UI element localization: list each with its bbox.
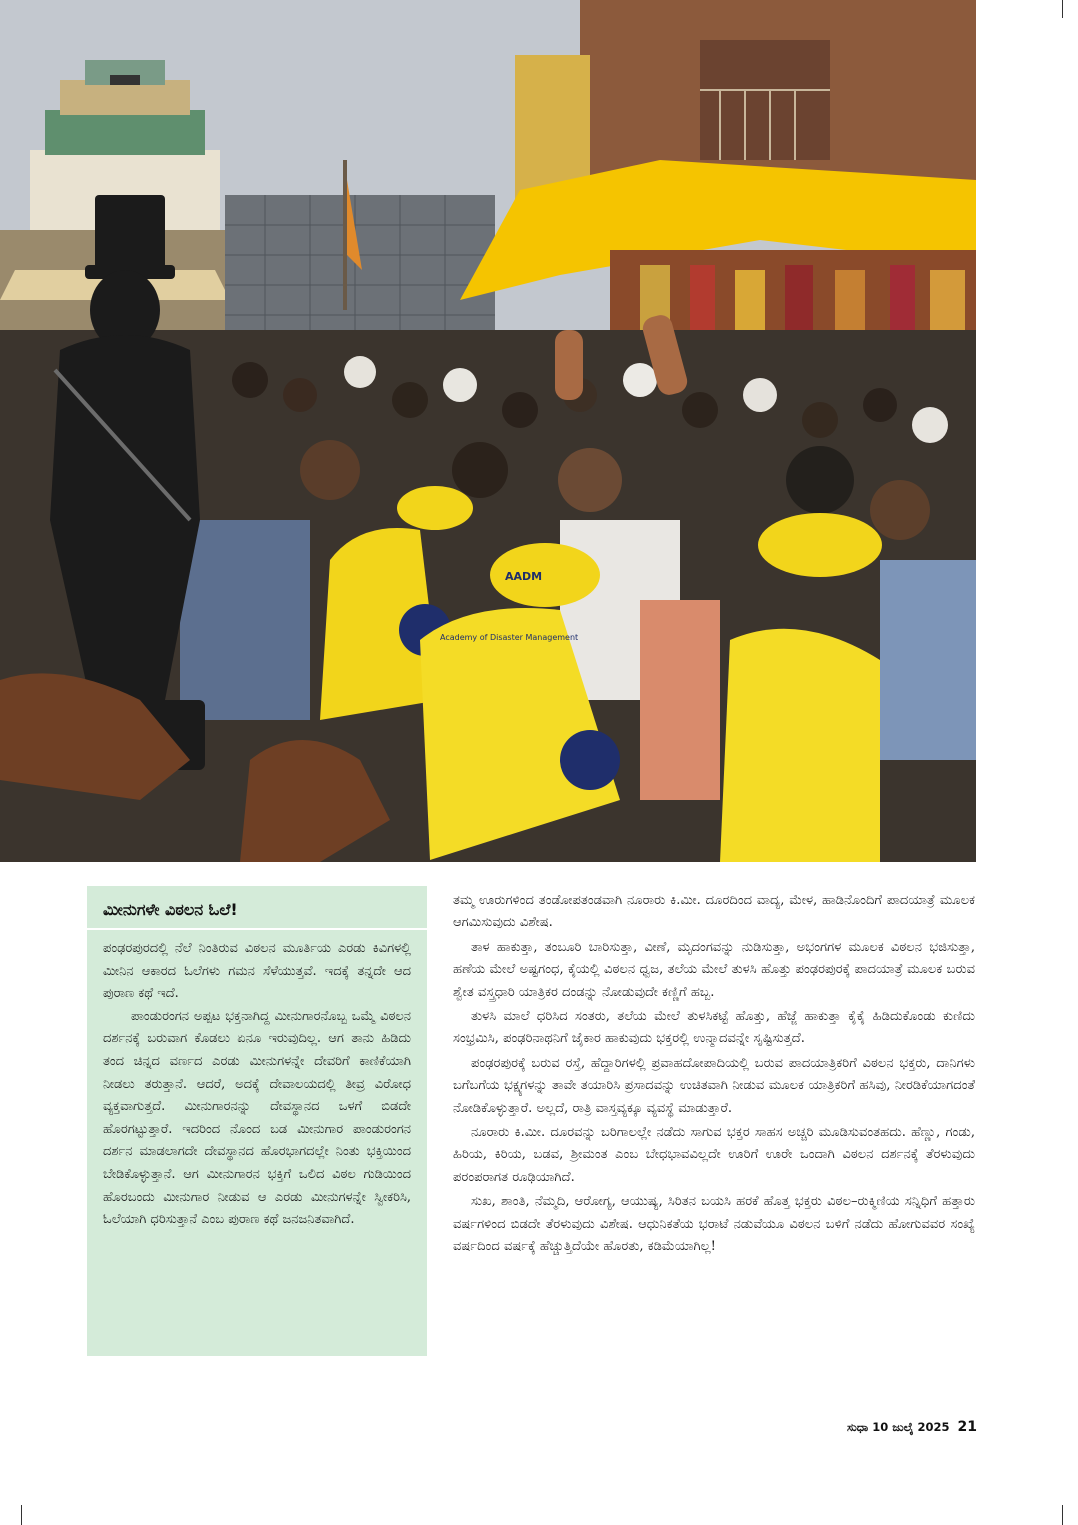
article-paragraph: ತಾಳ ಹಾಕುತ್ತಾ, ತಂಬೂರಿ ಬಾರಿಸುತ್ತಾ, ವೀಣೆ, ಮೃದಂಗವನ್ನು ನುಡಿಸುತ್ತಾ, ಅಭಂಗಗಳ ಮೂಲಕ ವಿಠಲನ ಭಜಿಸುತ್ತಾ, ಹಣೆಯ ಮೇಲೆ ಅಷ್ಟಗಂಧ, ಕೈಯಲ್ಲಿ ವಿಠಲನ ಧ್ವಜ, ತಲೆಯ ಮೇಲೆ ತುಳಸಿ ಹೊತ್ತು ಪಂಢರಪುರಕ್ಕೆ ಪಾದಯಾತ್ರೆ ಮೂಲಕ ಬರುವ ಶ್ವೇತ ವಸ್ತ್ರಧಾರಿ ಯಾತ್ರಿಕರ ದಂಡನ್ನು ನೋಡುವುದೇ ಕಣ್ಣಿಗೆ ಹಬ್ಬ. <box>453 939 975 1000</box>
sidebar-box <box>87 886 427 1356</box>
article-paragraph: ಸುಖ, ಶಾಂತಿ, ನೆಮ್ಮದಿ, ಆರೋಗ್ಯ, ಆಯುಷ್ಯ, ಸಿರಿತನ ಬಯಸಿ ಹರಕೆ ಹೊತ್ತ ಭಕ್ತರು ವಿಠಲ–ರುಕ್ಮಿಣಿಯ ಸನ್ನಿಧಿಗೆ ಹತ್ತಾರು ವರ್ಷಗಳಿಂದ ಬಿಡದೇ ತೆರಳುವುದು ವಿಶೇಷ. ಆಧುನಿಕತೆಯ ಭರಾಟೆ ನಡುವೆಯೂ ವಿಠಲನ ಬಳಿಗೆ ನಡೆದು ಹೋಗುವವರ ಸಂಖ್ಯೆ ವರ್ಷದಿಂದ ವರ್ಷಕ್ಕೆ ಹೆಚ್ಚುತ್ತಿದೆಯೇ ಹೊರತು, ಕಡಿಮೆಯಾಗಿಲ್ಲ! <box>453 1194 975 1255</box>
article-paragraph: ತುಳಸಿ ಮಾಲೆ ಧರಿಸಿದ ಸಂತರು, ತಲೆಯ ಮೇಲೆ ತುಳಸಿಕಟ್ಟೆ ಹೊತ್ತು, ಹೆಜ್ಜೆ ಹಾಕುತ್ತಾ ಕೈಕೈ ಹಿಡಿದುಕೊಂಡು ಕುಣಿದು ಸಂಭ್ರಮಿಸಿ, ಪಂಢರಿನಾಥನಿಗೆ ಜೈಕಾರ ಹಾಕುವುದು ಭಕ್ತರಲ್ಲಿ ಉನ್ಮಾದವನ್ನೇ ಸೃಷ್ಟಿಸುತ್ತದೆ. <box>453 1009 975 1047</box>
crop-mark <box>1062 0 1063 18</box>
article-paragraph: ನೂರಾರು ಕಿ.ಮೀ. ದೂರವನ್ನು ಬರಿಗಾಲಲ್ಲೇ ನಡೆದು ಸಾಗುವ ಭಕ್ತರ ಸಾಹಸ ಅಚ್ಚರಿ ಮೂಡಿಸುವಂತಹದು. ಹೆಣ್ಣು, ಗಂಡು, ಹಿರಿಯ, ಕಿರಿಯ, ಬಡವ, ಶ್ರೀಮಂತ ಎಂಬ ಬೇಧಭಾವವಿಲ್ಲದೇ ಊರಿಗೆ ಊರೇ ಒಂದಾಗಿ ವಿಠಲನ ದರ್ಶನಕ್ಕೆ ತೆರಳುವುದು ಪರಂಪರಾಗತ ರೂಢಿಯಾಗಿದೆ. <box>453 1125 975 1185</box>
sidebar-title: ಮೀನುಗಳೇ ವಿಠಲನ ಓಲೆ! <box>103 900 238 919</box>
page-footer <box>795 1419 977 1435</box>
sidebar-paragraph: ಪಂಢರಪುರದಲ್ಲಿ ನೆಲೆ ನಿಂತಿರುವ ವಿಠಲನ ಮೂರ್ತಿಯ ಎರಡು ಕಿವಿಗಳಲ್ಲಿ ಮೀನಿನ ಆಕಾರದ ಓಲೆಗಳು ಗಮನ ಸೆಳೆಯುತ್ತವೆ. ಇದಕ್ಕೆ ತನ್ನದೇ ಆದ ಪುರಾಣ ಕಥೆ ಇದೆ. <box>103 941 411 1002</box>
vest-label: Academy of Disaster Management <box>440 633 579 642</box>
article-column <box>453 890 975 1390</box>
magazine-name: ಸುಧಾ <box>846 1420 869 1434</box>
crop-mark <box>1062 1505 1063 1525</box>
article-paragraph: ತಮ್ಮ ಊರುಗಳಿಂದ ತಂಡೋಪತಂಡವಾಗಿ ನೂರಾರು ಕಿ.ಮೀ. ದೂರದಿಂದ ವಾದ್ಯ, ಮೇಳ, ಹಾಡಿನೊಂದಿಗೆ ಪಾದಯಾತ್ರೆ ಮೂಲಕ ಆಗಮಿಸುವುದು ವಿಶೇಷ. <box>453 893 975 931</box>
sidebar-paragraph: ಪಾಂಡುರಂಗನ ಅಪ್ಪಟ ಭಕ್ತನಾಗಿದ್ದ ಮೀನುಗಾರನೊಬ್ಬ ಒಮ್ಮೆ ವಿಠಲನ ದರ್ಶನಕ್ಕೆ ಬರುವಾಗ ಕೊಡಲು ಏನೂ ಇರುವುದಿಲ್ಲ. ಆಗ ತಾನು ಹಿಡಿದು ತಂದ ಚಿನ್ನದ ವರ್ಣದ ಎರಡು ಮೀನುಗಳನ್ನೇ ದೇವರಿಗೆ ಕಾಣಿಕೆಯಾಗಿ ನೀಡಲು ತರುತ್ತಾನೆ. ಆದರೆ, ಅದಕ್ಕೆ ದೇವಾಲಯದಲ್ಲಿ ತೀವ್ರ ವಿರೋಧ ವ್ಯಕ್ತವಾಗುತ್ತದೆ. ಮೀನುಗಾರನನ್ನು ದೇವಸ್ಥಾನದ ಒಳಗೆ ಬಿಡದೇ ಹೊರಗಟ್ಟುತ್ತಾರೆ. ಇದರಿಂದ ನೊಂದ ಬಡ ಮೀನುಗಾರ ಪಾಂಡುರಂಗನ ದರ್ಶನ ಮಾಡಲಾಗದೇ ದೇವಸ್ಥಾನದ ಹೊರಭಾಗದಲ್ಲೇ ನಿಂತು ಭಕ್ತಿಯಿಂದ ಬೇಡಿಕೊಳ್ಳುತ್ತಾನೆ. ಆಗ ಮೀನುಗಾರನ ಭಕ್ತಿಗೆ ಒಲಿದ ವಿಠಲ ಗುಡಿಯಿಂದ ಹೊರಬಂದು ಮೀನುಗಾರ ನೀಡುವ ಆ ಎರಡು ಮೀನುಗಳನ್ನೇ ಸ್ವೀಕರಿಸಿ, ಓಲೆಯಾಗಿ ಧರಿಸುತ್ತಾನೆ ಎಂಬ ಪುರಾಣ ಕಥೆ ಜನಜನಿತವಾಗಿದೆ. <box>103 1008 411 1228</box>
crop-mark <box>21 1505 22 1525</box>
issue-date: 10 ಜುಲೈ 2025 <box>872 1420 950 1434</box>
flag-pole <box>343 160 347 310</box>
sidebar-divider <box>87 928 427 930</box>
cap-label: AADM <box>505 570 543 583</box>
page-number: 21 <box>957 1419 977 1435</box>
article-paragraph: ಪಂಢರಪುರಕ್ಕೆ ಬರುವ ರಸ್ತೆ, ಹೆದ್ದಾರಿಗಳಲ್ಲಿ ಪ್ರವಾಹದೋಪಾದಿಯಲ್ಲಿ ಬರುವ ಪಾದಯಾತ್ರಿಕರಿಗೆ ವಿಠಲನ ಭಕ್ತರು, ದಾನಿಗಳು ಬಗೆಬಗೆಯ ಭಕ್ಷ್ಯಗಳನ್ನು ತಾವೇ ತಯಾರಿಸಿ ಪ್ರಸಾದವನ್ನು ಉಚಿತವಾಗಿ ನೀಡುವ ಮೂಲಕ ಯಾತ್ರಿಕರಿಗೆ ಹಸಿವು, ನೀರಡಿಕೆಯಾಗದಂತೆ ನೋಡಿಕೊಳ್ಳುತ್ತಾರೆ. ಅಲ್ಲದೆ, ರಾತ್ರಿ ವಾಸ್ತವ್ಯಕ್ಕೂ ವ್ಯವಸ್ಥೆ ಮಾಡುತ್ತಾರೆ. <box>453 1055 975 1116</box>
